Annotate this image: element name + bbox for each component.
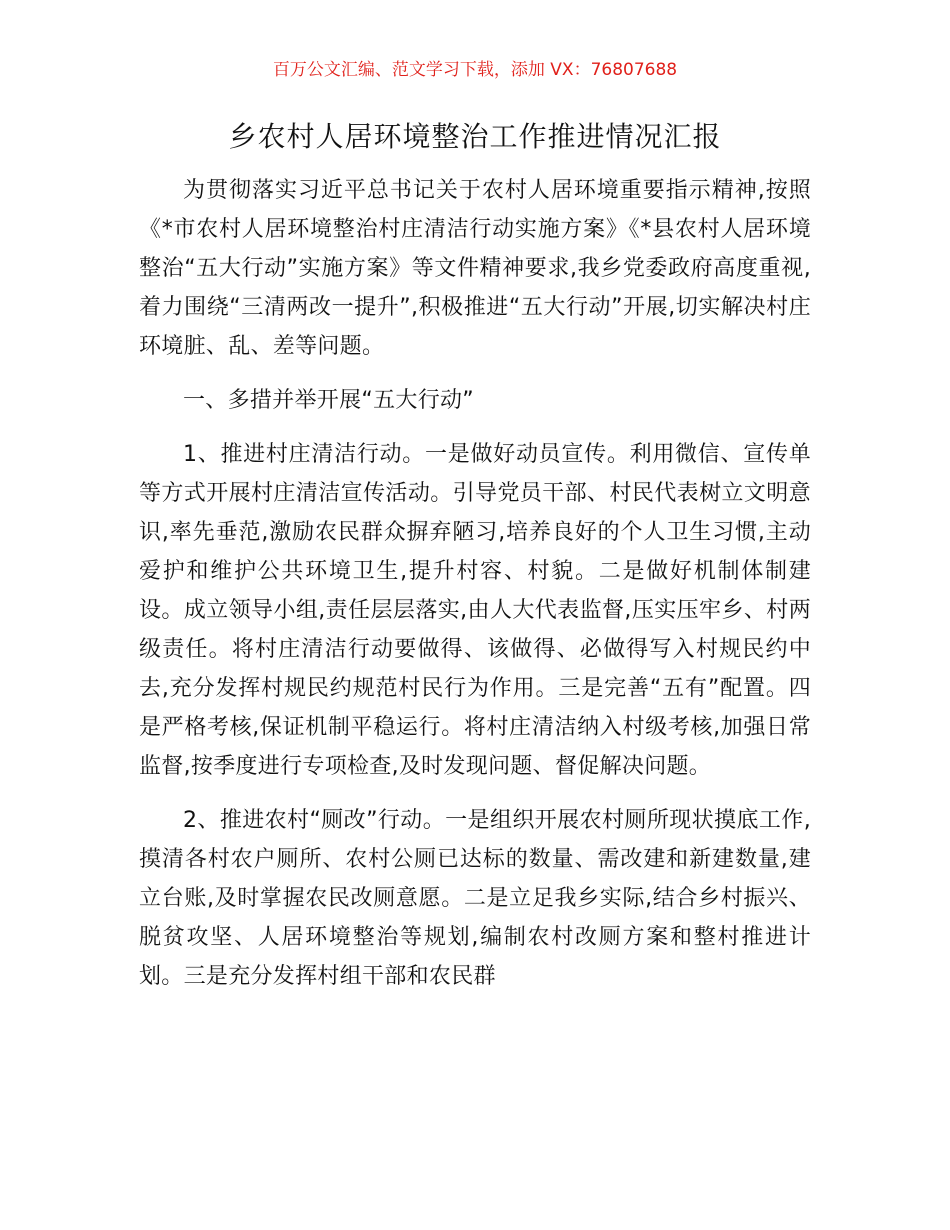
section-heading-1: 一、多措并举开展“五大行动” bbox=[183, 388, 474, 413]
paragraph-toilet-reform: 2、推进农村“厕改”行动。一是组织开展农村厕所现状摸底工作,摸清各村农户厕所、农村公厕已达标的数量、需改建和新建数量,建立台账,及时掌握农民改厕意愿。二是立足我乡实际,结合乡村振兴、脱贫攻坚、人居环境整治等规划,编制农村改厕方案和整村推进计划。三是充分发挥村组干部和农民群 bbox=[139, 808, 811, 989]
paragraph-village-cleaning: 1、推进村庄清洁行动。一是做好动员宣传。利用微信、宣传单等方式开展村庄清洁宣传活动。引导党员干部、村民代表树立文明意识,率先垂范,激励农民群众摒弃陋习,培养良好的个人卫生习惯,主动爱护和维护公共环境卫生,提升村容、村貌。二是做好机制体制建设。成立领导小组,责任层层落实,由人大代表监督,压实压牢乡、村两级责任。将村庄清洁行动要做得、该做得、必做得写入村规民约中去,充分发挥村规民约规范村民行为作用。三是完善“五有”配置。四是严格考核,保证机制平稳运行。将村庄清洁纳入村级考核,加强日常监督,按季度进行专项检查,及时发现问题、督促解决问题。 bbox=[139, 442, 811, 779]
document-title: 乡农村人居环境整治工作推进情况汇报 bbox=[228, 120, 722, 153]
paragraph-intro: 为贯彻落实习近平总书记关于农村人居环境重要指示精神,按照《*市农村人居环境整治村庄清洁行动实施方案》《*县农村人居环境整治“五大行动”实施方案》等文件精神要求,我乡党委政府高度重视,着力围绕“三清两改一提升”,积极推进“五大行动”开展,切实解决村庄环境脏、乱、差等问题。 bbox=[139, 178, 811, 359]
document-body bbox=[139, 171, 811, 996]
header-notice: 百万公文汇编、范文学习下载，添加 VX：76807688 bbox=[272, 60, 678, 80]
